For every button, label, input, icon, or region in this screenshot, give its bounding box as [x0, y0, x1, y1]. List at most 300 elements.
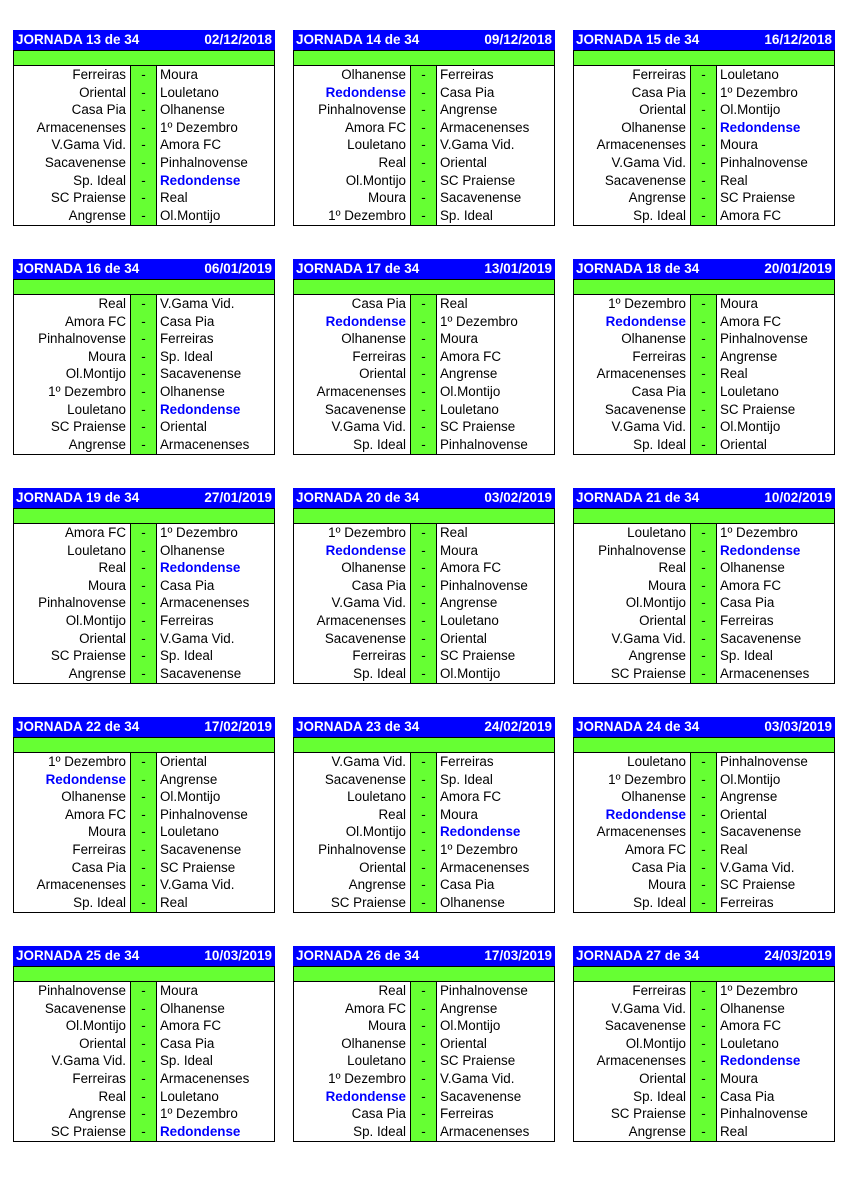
away-team: Louletano: [720, 1035, 779, 1051]
away-team: Armacenenses: [440, 859, 530, 875]
home-team: Oriental: [359, 859, 406, 875]
away-team: Oriental: [720, 436, 767, 452]
round-date: 16/12/2018: [764, 32, 832, 47]
match-separator: -: [141, 824, 146, 840]
match-row: [574, 665, 834, 683]
away-team: Real: [720, 172, 748, 188]
home-team: Casa Pia: [351, 296, 406, 311]
match-row: [14, 154, 274, 172]
home-team: Ferreiras: [632, 348, 686, 364]
match-row: [14, 859, 274, 877]
home-team: Moura: [88, 824, 126, 840]
match-separator: -: [141, 842, 146, 857]
match-separator: -: [141, 419, 146, 435]
match-row: [294, 418, 554, 436]
home-team: Real: [98, 1088, 126, 1104]
away-team: Real: [720, 842, 748, 857]
away-team: Redondense: [160, 560, 241, 576]
match-separator: -: [421, 525, 426, 540]
match-separator: -: [421, 842, 426, 857]
round-block: [13, 717, 275, 913]
match-row: [294, 313, 554, 331]
away-team: Sp. Ideal: [160, 348, 213, 364]
home-team: Louletano: [347, 1053, 406, 1069]
match-separator: -: [701, 1000, 706, 1016]
away-team: Casa Pia: [720, 595, 775, 611]
match-separator: -: [141, 806, 146, 822]
match-separator: -: [421, 806, 426, 822]
away-team: Sp. Ideal: [720, 648, 773, 664]
round-date: 13/01/2019: [484, 261, 552, 276]
match-table: [13, 753, 275, 913]
green-band: [573, 50, 835, 66]
match-row: [14, 313, 274, 331]
home-team: Ferreiras: [352, 648, 406, 664]
green-band: [293, 737, 555, 753]
away-team: V.Gama Vid.: [440, 137, 515, 153]
match-separator: -: [421, 613, 426, 628]
match-row: [294, 823, 554, 841]
home-team: V.Gama Vid.: [611, 1000, 686, 1016]
match-separator: -: [141, 1018, 146, 1034]
match-row: [574, 577, 834, 595]
round-date: 03/02/2019: [484, 490, 552, 505]
match-row: [14, 330, 274, 348]
match-row: [294, 1035, 554, 1053]
away-team: Pinhalnovense: [440, 436, 528, 452]
home-team: Angrense: [628, 190, 686, 206]
match-separator: -: [141, 190, 146, 206]
match-separator: -: [701, 754, 706, 769]
match-row: [294, 753, 554, 771]
match-row: [294, 894, 554, 912]
home-team: Casa Pia: [351, 1106, 406, 1122]
home-team: Ferreiras: [72, 67, 126, 82]
away-team: Olhanense: [720, 560, 785, 576]
home-team: SC Praiense: [50, 648, 126, 664]
away-team: Oriental: [160, 754, 207, 769]
away-team: Amora FC: [440, 560, 502, 576]
match-row: [294, 189, 554, 207]
away-team: Armacenenses: [440, 119, 530, 135]
home-team: Ol.Montijo: [65, 613, 126, 628]
round-date: 03/03/2019: [764, 719, 832, 734]
match-row: [294, 330, 554, 348]
match-table: [573, 524, 835, 684]
away-team: Ferreiras: [160, 331, 214, 347]
away-team: Amora FC: [160, 1018, 222, 1034]
home-team: 1º Dezembro: [48, 754, 126, 769]
match-separator: -: [141, 894, 146, 910]
home-team: Armacenenses: [36, 877, 126, 893]
away-team: V.Gama Vid.: [720, 859, 795, 875]
home-team: Pinhalnovense: [38, 595, 126, 611]
away-team: Casa Pia: [440, 877, 495, 893]
home-team: 1º Dezembro: [328, 207, 406, 223]
match-separator: -: [701, 190, 706, 206]
match-separator: -: [421, 172, 426, 188]
away-team: Olhanense: [160, 1000, 225, 1016]
away-team: 1º Dezembro: [440, 313, 518, 329]
away-team: 1º Dezembro: [720, 983, 798, 998]
match-row: [574, 436, 834, 454]
match-row: [574, 1123, 834, 1141]
match-separator: -: [141, 207, 146, 223]
round-header: [293, 30, 555, 50]
home-team: Pinhalnovense: [318, 102, 406, 118]
match-table: [293, 66, 555, 226]
match-separator: -: [701, 102, 706, 118]
away-team: Moura: [720, 1071, 758, 1086]
home-team: Angrense: [628, 648, 686, 664]
match-separator: -: [141, 983, 146, 998]
match-row: [574, 524, 834, 542]
round-label: JORNADA 17 de 34: [296, 261, 420, 276]
home-team: Real: [378, 983, 406, 998]
match-row: [14, 207, 274, 225]
match-separator: -: [701, 1088, 706, 1104]
match-separator: -: [701, 665, 706, 681]
match-row: [574, 365, 834, 383]
match-row: [574, 348, 834, 366]
match-separator: -: [421, 190, 426, 206]
home-team: V.Gama Vid.: [611, 630, 686, 646]
home-team: SC Praiense: [610, 665, 686, 681]
match-separator: -: [421, 1053, 426, 1069]
home-team: Louletano: [67, 542, 126, 558]
match-separator: -: [701, 806, 706, 822]
away-team: Real: [440, 296, 468, 311]
match-row: [574, 313, 834, 331]
match-row: [294, 207, 554, 225]
away-team: Real: [160, 190, 188, 206]
home-team: Redondense: [325, 1088, 406, 1104]
green-band: [13, 966, 275, 982]
away-team: 1º Dezembro: [160, 119, 238, 135]
match-separator: -: [141, 577, 146, 593]
match-row: [574, 1052, 834, 1070]
away-team: Ol.Montijo: [720, 771, 781, 787]
home-team: Louletano: [627, 525, 686, 540]
away-team: Sacavenense: [440, 190, 522, 206]
away-team: Amora FC: [720, 577, 782, 593]
away-team: Moura: [160, 67, 198, 82]
match-row: [574, 753, 834, 771]
home-team: Ol.Montijo: [65, 366, 126, 382]
away-team: Casa Pia: [160, 577, 215, 593]
match-row: [14, 172, 274, 190]
match-row: [574, 806, 834, 824]
match-separator: -: [421, 771, 426, 787]
match-row: [294, 577, 554, 595]
match-separator: -: [141, 665, 146, 681]
match-row: [294, 1123, 554, 1141]
round-header: [573, 259, 835, 279]
home-team: Sp. Ideal: [633, 207, 686, 223]
home-team: Armacenenses: [596, 366, 686, 382]
match-row: [294, 436, 554, 454]
match-row: [574, 594, 834, 612]
match-row: [14, 630, 274, 648]
away-team: SC Praiense: [440, 648, 516, 664]
home-team: Moura: [648, 577, 686, 593]
match-row: [574, 630, 834, 648]
match-separator: -: [141, 525, 146, 540]
away-team: Sacavenense: [160, 366, 242, 382]
match-row: [574, 1035, 834, 1053]
match-separator: -: [701, 560, 706, 576]
match-row: [574, 383, 834, 401]
round-label: JORNADA 22 de 34: [16, 719, 140, 734]
match-row: [294, 66, 554, 84]
home-team: Ferreiras: [72, 842, 126, 857]
away-team: Angrense: [720, 348, 778, 364]
home-team: Sp. Ideal: [633, 894, 686, 910]
match-separator: -: [701, 296, 706, 311]
away-team: Angrense: [440, 102, 498, 118]
away-team: Redondense: [720, 1053, 801, 1069]
home-team: Redondense: [45, 771, 126, 787]
home-team: Sacavenense: [44, 1000, 126, 1016]
away-team: Olhanense: [440, 894, 505, 910]
match-separator: -: [701, 842, 706, 857]
match-row: [14, 418, 274, 436]
match-row: [294, 982, 554, 1000]
home-team: Moura: [368, 190, 406, 206]
round-header: [13, 488, 275, 508]
away-team: Louletano: [720, 67, 779, 82]
match-separator: -: [421, 1018, 426, 1034]
away-team: Ol.Montijo: [440, 384, 501, 399]
match-row: [294, 383, 554, 401]
match-table: [13, 982, 275, 1142]
home-team: Sacavenense: [324, 401, 406, 417]
match-separator: -: [141, 771, 146, 787]
home-team: V.Gama Vid.: [611, 419, 686, 435]
match-separator: -: [421, 102, 426, 118]
away-team: SC Praiense: [440, 172, 516, 188]
away-team: Redondense: [720, 542, 801, 558]
away-team: Sacavenense: [440, 1088, 522, 1104]
round-label: JORNADA 18 de 34: [576, 261, 700, 276]
match-row: [294, 841, 554, 859]
match-row: [574, 119, 834, 137]
match-row: [294, 788, 554, 806]
home-team: Olhanense: [61, 789, 126, 805]
match-separator: -: [421, 789, 426, 805]
match-separator: -: [421, 630, 426, 646]
home-team: Armacenenses: [596, 824, 686, 840]
away-team: Armacenenses: [160, 595, 250, 611]
match-separator: -: [141, 1071, 146, 1086]
home-team: Louletano: [347, 137, 406, 153]
home-team: 1º Dezembro: [608, 296, 686, 311]
home-team: V.Gama Vid.: [51, 137, 126, 153]
match-separator: -: [421, 313, 426, 329]
home-team: Moura: [88, 348, 126, 364]
match-row: [14, 66, 274, 84]
match-separator: -: [421, 207, 426, 223]
match-row: [574, 84, 834, 102]
match-row: [14, 806, 274, 824]
round-block: [573, 259, 835, 455]
home-team: Pinhalnovense: [598, 542, 686, 558]
away-team: Amora FC: [160, 137, 222, 153]
match-separator: -: [421, 419, 426, 435]
home-team: Amora FC: [64, 806, 126, 822]
match-separator: -: [141, 119, 146, 135]
round-label: JORNADA 23 de 34: [296, 719, 420, 734]
away-team: 1º Dezembro: [160, 1106, 238, 1122]
away-team: Oriental: [440, 630, 487, 646]
match-separator: -: [701, 384, 706, 399]
match-separator: -: [141, 401, 146, 417]
home-team: SC Praiense: [50, 190, 126, 206]
match-row: [294, 630, 554, 648]
match-separator: -: [141, 102, 146, 118]
match-separator: -: [421, 542, 426, 558]
away-team: Ferreiras: [440, 754, 494, 769]
home-team: Ol.Montijo: [65, 1018, 126, 1034]
match-separator: -: [141, 648, 146, 664]
away-team: Louletano: [160, 84, 219, 100]
match-row: [294, 1052, 554, 1070]
away-team: Moura: [720, 137, 758, 153]
match-row: [574, 542, 834, 560]
match-separator: -: [141, 613, 146, 628]
away-team: SC Praiense: [160, 859, 236, 875]
away-team: Armacenenses: [160, 436, 250, 452]
green-band: [293, 50, 555, 66]
home-team: Sp. Ideal: [633, 436, 686, 452]
home-team: Oriental: [639, 1071, 686, 1086]
match-separator: -: [421, 754, 426, 769]
home-team: Olhanense: [621, 789, 686, 805]
home-team: Real: [378, 155, 406, 170]
match-separator: -: [701, 119, 706, 135]
away-team: Pinhalnovense: [440, 577, 528, 593]
round-label: JORNADA 24 de 34: [576, 719, 700, 734]
home-team: Angrense: [348, 877, 406, 893]
home-team: Oriental: [79, 84, 126, 100]
match-row: [574, 788, 834, 806]
match-row: [14, 383, 274, 401]
match-row: [14, 436, 274, 454]
away-team: Olhanense: [160, 384, 225, 399]
match-separator: -: [701, 348, 706, 364]
match-table: [293, 524, 555, 684]
home-team: Casa Pia: [631, 384, 686, 399]
away-team: Redondense: [720, 119, 801, 135]
round-header: [13, 717, 275, 737]
away-team: Louletano: [440, 401, 499, 417]
round-block: [13, 259, 275, 455]
away-team: Redondense: [160, 172, 241, 188]
round-date: 10/03/2019: [204, 948, 272, 963]
match-separator: -: [421, 384, 426, 399]
home-team: Angrense: [68, 1106, 126, 1122]
match-table: [13, 524, 275, 684]
match-separator: -: [421, 1123, 426, 1139]
away-team: Redondense: [160, 401, 241, 417]
match-row: [14, 612, 274, 630]
round-header: [573, 488, 835, 508]
round-header: [573, 717, 835, 737]
match-row: [574, 1070, 834, 1088]
round-block: [293, 717, 555, 913]
match-separator: -: [421, 366, 426, 382]
match-separator: -: [701, 84, 706, 100]
away-team: Moura: [440, 542, 478, 558]
match-separator: -: [141, 542, 146, 558]
match-row: [574, 189, 834, 207]
round-block: [293, 259, 555, 455]
away-team: Amora FC: [720, 1018, 782, 1034]
match-table: [13, 295, 275, 455]
home-team: V.Gama Vid.: [331, 595, 406, 611]
away-team: Louletano: [160, 1088, 219, 1104]
away-team: Louletano: [440, 613, 499, 628]
match-row: [14, 1035, 274, 1053]
match-row: [294, 542, 554, 560]
round-date: 24/02/2019: [484, 719, 552, 734]
match-separator: -: [421, 577, 426, 593]
match-row: [294, 1070, 554, 1088]
green-band: [573, 279, 835, 295]
match-row: [574, 1088, 834, 1106]
away-team: Pinhalnovense: [720, 754, 808, 769]
round-date: 20/01/2019: [764, 261, 832, 276]
match-row: [574, 771, 834, 789]
away-team: 1º Dezembro: [160, 525, 238, 540]
home-team: Sp. Ideal: [353, 436, 406, 452]
match-separator: -: [421, 155, 426, 170]
match-separator: -: [421, 119, 426, 135]
home-team: 1º Dezembro: [48, 384, 126, 399]
match-separator: -: [701, 525, 706, 540]
away-team: Pinhalnovense: [720, 331, 808, 347]
home-team: Amora FC: [64, 525, 126, 540]
match-row: [14, 84, 274, 102]
home-team: Sp. Ideal: [353, 665, 406, 681]
away-team: Louletano: [160, 824, 219, 840]
match-row: [14, 1000, 274, 1018]
match-separator: -: [421, 595, 426, 611]
away-team: Casa Pia: [440, 84, 495, 100]
home-team: Redondense: [325, 84, 406, 100]
home-team: Redondense: [325, 542, 406, 558]
home-team: Ferreiras: [352, 348, 406, 364]
match-separator: -: [421, 894, 426, 910]
green-band: [13, 279, 275, 295]
match-row: [14, 559, 274, 577]
home-team: Sp. Ideal: [353, 1123, 406, 1139]
match-row: [294, 365, 554, 383]
home-team: Pinhalnovense: [38, 331, 126, 347]
home-team: Angrense: [68, 207, 126, 223]
round-label: JORNADA 13 de 34: [16, 32, 140, 47]
match-separator: -: [701, 331, 706, 347]
match-separator: -: [141, 384, 146, 399]
green-band: [13, 737, 275, 753]
home-team: Ol.Montijo: [625, 1035, 686, 1051]
match-separator: -: [421, 137, 426, 153]
home-team: Sp. Ideal: [73, 172, 126, 188]
match-row: [294, 101, 554, 119]
home-team: Redondense: [605, 313, 686, 329]
match-table: [293, 295, 555, 455]
away-team: Louletano: [720, 384, 779, 399]
